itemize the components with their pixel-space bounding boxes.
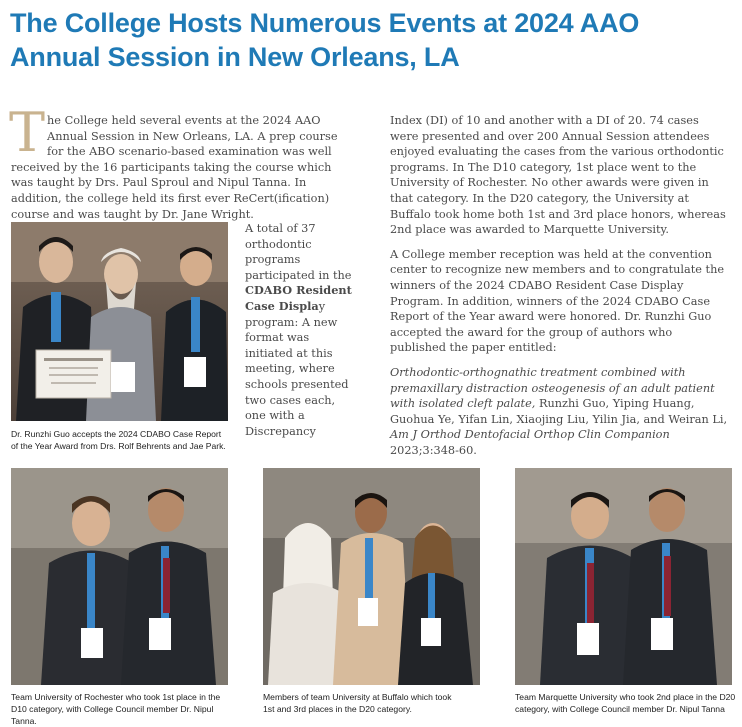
- buffalo-photo-caption: Members of team University at Buffalo which took 1st and 3rd places in the D20 category.: [263, 692, 452, 714]
- citation-title: Orthodontic-orthognathic treatment combined with premaxillary distraction osteogenesis of an adult patient with isolated cleft palate,: [390, 365, 715, 411]
- intro-column: [9, 101, 341, 222]
- citation-paragraph: [390, 365, 728, 459]
- rochester-photo: [11, 468, 228, 685]
- results-paragraph: Index (DI) of 10 and another with a DI of 20. 74 cases were presented and over 200 Annual Session attendees enjoyed evaluating the cases from the various orthodontic programs. In The D10 category, 1st place went to the University of Rochester. No other awards were given in that category. In the D20 category, the University at Buffalo took home both 1st and 3rd place honors, whereas 2nd place was awarded to Marquette University.: [390, 114, 726, 237]
- reception-paragraph: A College member reception was held at the convention center to recognize new members and to congratulate the winners of the 2024 CDABO Resident Case Display Program. In addition, winners of the 2024 CDABO Case Report of the Year award were honored. Dr. Runzhi Guo accepted the award for the group of authors who published the paper entitled:: [390, 247, 725, 355]
- award-photo: [11, 222, 228, 421]
- rochester-photo-caption: Team University of Rochester who took 1st place in the D10 category, with College Council member Dr. Nipul Tanna.: [11, 692, 221, 726]
- marquette-photo: [515, 468, 732, 685]
- article-title: The College Hosts Numerous Events at 2024 AAO Annual Session in New Orleans, LA: [10, 8, 640, 72]
- program-tail: y program: A new format was initiated at this meeting, where schools presented two cases each, one with a Discrepancy: [245, 299, 349, 438]
- right-column: [390, 113, 728, 467]
- citation-volume: 2023;3:348-60.: [390, 443, 477, 457]
- award-photo-caption: Dr. Runzhi Guo accepts the 2024 CDABO Case Report of the Year Award from Drs. Rolf Behrents and Jae Park.: [11, 429, 226, 451]
- citation-authors: Runzhi Guo, Yiping Huang, Guohua Ye, Yifan Lin, Xiaojing Liu, Yilin Jia, and Weiran Li,: [390, 397, 728, 426]
- buffalo-photo: [263, 468, 480, 685]
- program-bold: CDABO Resident Case Displa: [245, 283, 352, 313]
- marquette-photo-caption: Team Marquette University who took 2nd place in the D20 category, with College Council member Dr. Nipul Tanna: [515, 692, 736, 714]
- program-lead: A total of 37 orthodontic programs participated in the: [245, 222, 352, 282]
- intro-paragraph: [9, 101, 341, 222]
- citation-journal: Am J Orthod Dentofacial Orthop Clin Companion: [390, 428, 670, 442]
- drop-cap: T: [9, 101, 46, 164]
- intro-text: he College held several events at the 2024 AAO Annual Session in New Orleans, LA. A prep course for the ABO scenario-based examination was well received by the 16 participants taking the course which was taught by Drs. Paul Sproul and Nipul Tanna. In addition, the college held its first ever ReCert(ification) course and was taught by Dr. Jane Wright.: [11, 114, 338, 221]
- program-paragraph: [245, 221, 353, 439]
